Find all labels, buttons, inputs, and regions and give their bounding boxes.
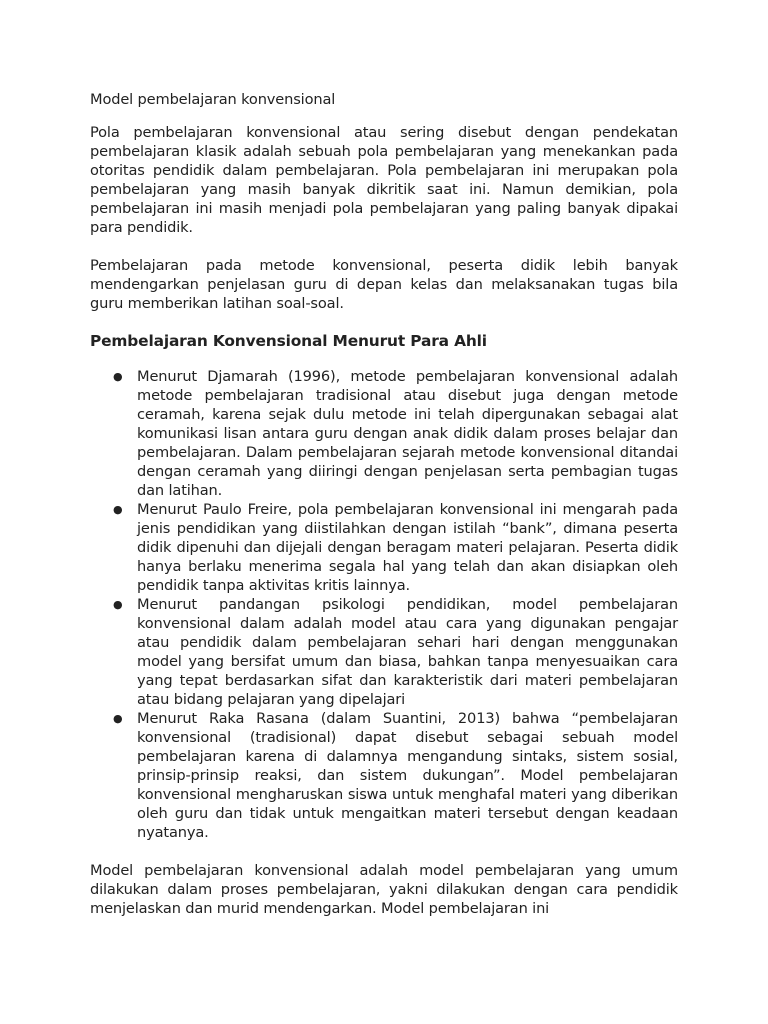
list-item-djamarah	[113, 367, 678, 500]
method-paragraph: Pembelajaran pada metode konvensional, peserta didik lebih banyak mendengarkan penjelasan guru di depan kelas dan melaksanakan tugas bila guru memberikan latihan soal-soal.	[90, 257, 678, 312]
bullet-icon: ●	[113, 598, 123, 611]
bullet-icon: ●	[113, 712, 123, 725]
intro-paragraph: Pola pembelajaran konvensional atau sering disebut dengan pendekatan pembelajaran klasik adalah sebuah pola pembelajaran yang menekankan pada otoritas pendidik dalam pembelajaran. Pola pembelajaran ini merupakan pola pembelajaran yang masih banyak dikritik saat ini. Namun demikian, pola pembelajaran ini masih menjadi pola pembelajaran yang paling banyak dipakai para pendidik.	[90, 124, 678, 236]
list-item-psikologi	[113, 595, 678, 709]
list-item-freire	[113, 500, 678, 595]
bullet-icon: ●	[113, 370, 123, 383]
section-heading: Pembelajaran Konvensional Menurut Para Ahli	[90, 332, 487, 350]
document-page	[90, 90, 678, 937]
document-title: Model pembelajaran konvensional	[90, 91, 336, 108]
bullet-icon: ●	[113, 503, 123, 516]
list-item-text: Menurut Raka Rasana (dalam Suantini, 2013) bahwa “pembelajaran konvensional (tradisional) dapat disebut sebagai sebuah model pembelajaran karena di dalamnya mengandung sintaks, sistem sosial, prinsip-prinsip reaksi, dan sistem dukungan”. Model pembelajaran konvensional mengharuskan siswa untuk menghafal materi yang diberikan oleh guru dan tidak untuk mengaitkan materi tersebut dengan keadaan nyatanya.	[137, 710, 678, 841]
list-item-text: Menurut Paulo Freire, pola pembelajaran konvensional ini mengarah pada jenis pendidikan yang diistilahkan dengan istilah “bank”, dimana peserta didik dipenuhi dan dijejali dengan beragam materi pelajaran. Peserta didik hanya berlaku menerima segala hal yang telah dan akan disiapkan oleh pendidik tanpa aktivitas kritis lainnya.	[137, 501, 678, 594]
list-item-text: Menurut Djamarah (1996), metode pembelajaran konvensional adalah metode pembelajaran tradisional atau disebut juga dengan metode ceramah, karena sejak dulu metode ini telah dipergunakan sebagai alat komunikasi lisan antara guru dengan anak didik dalam proses belajar dan pembelajaran. Dalam pembelajaran sejarah metode konvensional ditandai dengan ceramah yang diiringi dengan penjelasan serta pembagian tugas dan latihan.	[137, 368, 678, 499]
list-item-text: Menurut pandangan psikologi pendidikan, model pembelajaran konvensional dalam adalah model atau cara yang digunakan pengajar atau pendidik dalam pembelajaran sehari hari dengan menggunakan model yang bersifat umum dan biasa, bahkan tanpa menyesuaikan cara yang tepat berdasarkan sifat dan karakteristik dari materi pembelajaran atau bidang pelajaran yang dipelajari	[137, 596, 678, 708]
expert-list	[90, 367, 678, 842]
list-item-rasana	[113, 709, 678, 842]
closing-paragraph: Model pembelajaran konvensional adalah model pembelajaran yang umum dilakukan dalam proses pembelajaran, yakni dilakukan dengan cara pendidik menjelaskan dan murid mendengarkan. Model pembelajaran ini	[90, 862, 678, 917]
